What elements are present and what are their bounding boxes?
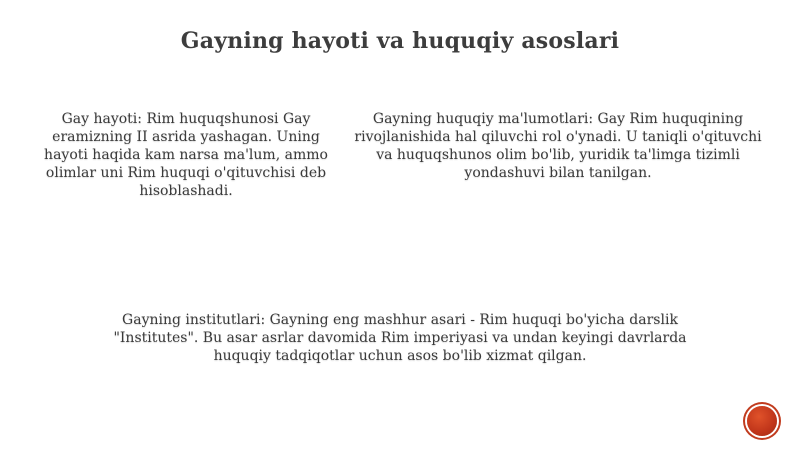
slide-title: Gayning hayoti va huquqiy asoslari [180, 28, 620, 54]
text-block-legal-info: Gayning huquqiy ma'lumotlari: Gay Rim huquqining rivojlanishida hal qiluvchi rol o'ynadi. U taniqli o'qituvchi va huquqshunos olim bo'lib, yuridik ta'limga tizimli yondashuvi bilan tanilgan. [354, 111, 762, 181]
next-slide-button[interactable] [747, 406, 777, 436]
text-block-gay-life: Gay hayoti: Rim huquqshunosi Gay eramizning II asrida yashagan. Uning hayoti haqida kam narsa ma'lum, ammo olimlar uni Rim huquqi o'qituvchisi deb hisoblashadi. [44, 111, 328, 199]
text-block-institutes: Gayning institutlari: Gayning eng mashhur asari - Rim huquqi bo'yicha darslik "Institutes". Bu asar asrlar davomida Rim imperiyasi va undan keyingi davrlarda huquqiy tadqiqotlar uchun asos bo'lib xizmat qilgan. [113, 312, 687, 364]
